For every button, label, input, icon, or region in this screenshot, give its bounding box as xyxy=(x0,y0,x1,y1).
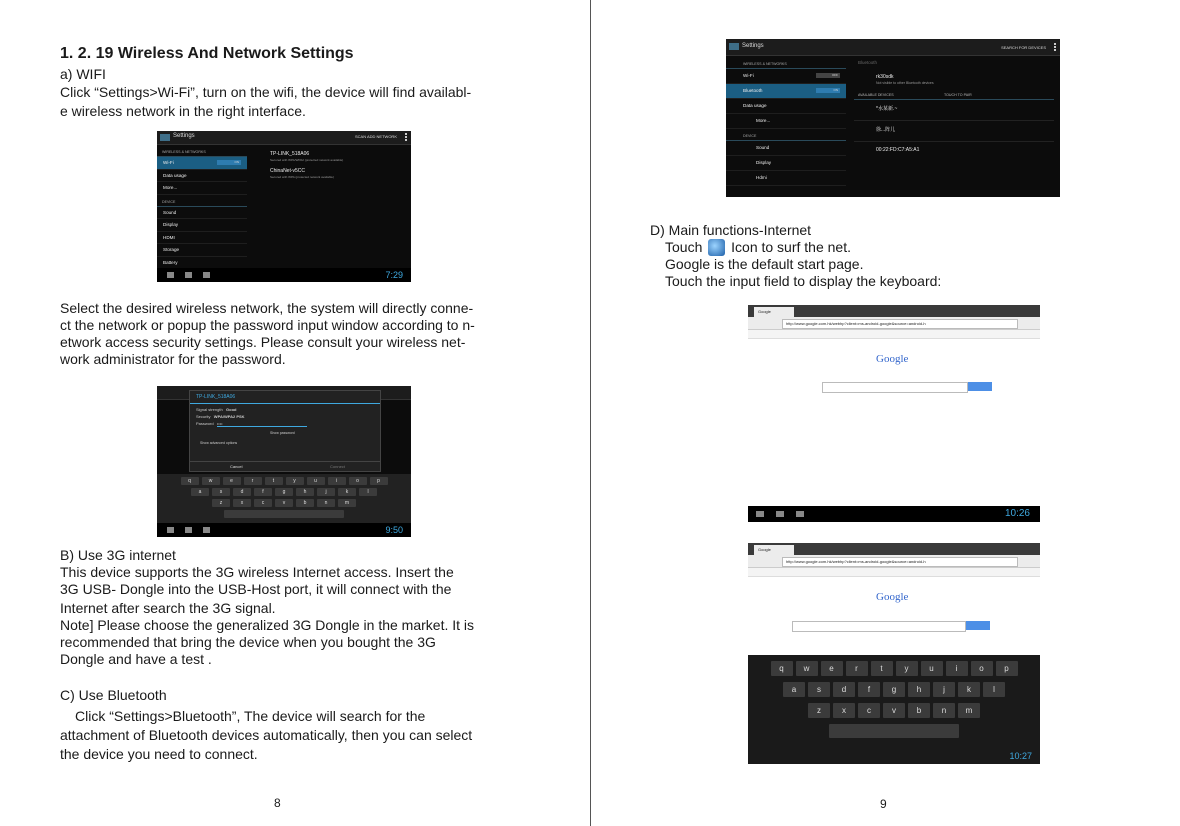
password-dialog xyxy=(189,390,381,472)
bookmarks-bar xyxy=(748,330,1040,339)
browser-screenshot-home xyxy=(748,305,1040,522)
key-j: j xyxy=(317,488,335,496)
menu-item-data-usage: Data usage xyxy=(157,170,247,183)
instruction-text: Touch xyxy=(665,239,703,255)
onscreen-keyboard xyxy=(157,474,411,524)
paragraph-line: work administrator for the password. xyxy=(60,351,286,367)
security-label: Security xyxy=(196,414,211,419)
space-key xyxy=(224,510,344,518)
key-f: f xyxy=(858,682,880,697)
key-o: o xyxy=(971,661,993,676)
section-heading: 1. 2. 19 Wireless And Network Settings xyxy=(60,45,354,62)
url-field: http://www.google.com.hk/webhp?client=ms-android-google&source=android-h xyxy=(782,319,1018,329)
menu-item-sound: Sound xyxy=(157,207,247,220)
nav-buttons xyxy=(756,511,816,517)
key-c: c xyxy=(858,703,880,718)
bluetooth-device-item: 00:22:FD:C7:A5:A1 xyxy=(876,147,920,153)
menu-item-more: More... xyxy=(726,114,846,129)
key-h: h xyxy=(908,682,930,697)
paragraph-line: Internet after search the 3G signal. xyxy=(60,600,276,616)
wifi-subheading: a) WIFI xyxy=(60,66,106,82)
browser-toolbar xyxy=(748,317,1040,330)
key-i: i xyxy=(328,477,346,485)
settings-app-icon xyxy=(160,134,170,141)
visibility-status: Not visible to other Bluetooth devices xyxy=(876,81,934,85)
google-search-box xyxy=(792,621,966,632)
key-u: u xyxy=(921,661,943,676)
menu-label: Wi-Fi xyxy=(743,73,754,78)
bluetooth-subheading: C) Use Bluetooth xyxy=(60,687,167,703)
clock: 7:29 xyxy=(385,270,403,280)
key-e: e xyxy=(223,477,241,485)
key-d: d xyxy=(233,488,251,496)
cancel-button: Cancel xyxy=(230,464,243,469)
instruction-line: Touch the input field to display the keyboard: xyxy=(665,273,942,289)
bluetooth-settings-screenshot xyxy=(726,39,1060,197)
key-s: s xyxy=(212,488,230,496)
paragraph-line: This device supports the 3G wireless Internet access. Insert the xyxy=(60,564,454,580)
key-v: v xyxy=(883,703,905,718)
available-devices-header xyxy=(854,91,1054,100)
menu-item-wifi xyxy=(157,157,247,170)
key-a: a xyxy=(191,488,209,496)
key-q: q xyxy=(181,477,199,485)
password-field: •••• xyxy=(217,421,307,427)
paragraph-line: attachment of Bluetooth devices automatically, then you can select xyxy=(60,727,473,743)
bluetooth-device-item: *水某新.~ xyxy=(854,100,1054,121)
key-e: e xyxy=(821,661,843,676)
nav-buttons xyxy=(167,527,221,533)
clock: 10:27 xyxy=(1009,751,1032,761)
key-z: z xyxy=(212,499,230,507)
wifi-toggle: OFF xyxy=(816,73,840,78)
nav-buttons xyxy=(167,272,221,278)
section-label: DEVICE xyxy=(157,195,247,207)
settings-app-icon xyxy=(729,43,739,50)
key-h: h xyxy=(296,488,314,496)
clock: 10:26 xyxy=(1004,508,1030,519)
google-search-button xyxy=(968,382,992,391)
key-l: l xyxy=(983,682,1005,697)
network-name: ChinaNet-v5CC xyxy=(270,168,306,174)
overflow-menu-icon xyxy=(405,133,407,142)
menu-item-hdmi: Hdmi xyxy=(726,171,846,186)
key-q: q xyxy=(771,661,793,676)
browser-tab-strip xyxy=(748,305,1040,317)
paragraph-line: Click “Settings>Bluetooth”, The device will search for the xyxy=(75,708,426,724)
screen-title: Settings xyxy=(742,43,764,49)
menu-item-wifi xyxy=(726,69,846,84)
menu-label: Wi-Fi xyxy=(163,160,174,165)
menu-item-battery: Battery xyxy=(157,257,247,270)
signal-row xyxy=(190,404,380,412)
wifi-settings-screenshot xyxy=(157,131,411,282)
menu-item-bluetooth xyxy=(726,84,846,99)
network-item xyxy=(270,151,407,162)
key-b: b xyxy=(296,499,314,507)
menu-item-display: Display xyxy=(726,156,846,171)
clock: 9:50 xyxy=(385,525,403,535)
keyboard-row xyxy=(748,661,1040,676)
bluetooth-device-item: 徐...阵儿 xyxy=(854,121,1054,142)
key-p: p xyxy=(996,661,1018,676)
key-x: x xyxy=(833,703,855,718)
note-line: recommended that bring the device when you bought the 3G xyxy=(60,634,436,650)
page-number: 8 xyxy=(274,796,281,810)
system-bar xyxy=(157,523,411,537)
key-c: c xyxy=(254,499,272,507)
menu-item-sound: Sound xyxy=(726,141,846,156)
screen-title: Settings xyxy=(173,133,195,139)
browser-screenshot-keyboard xyxy=(748,543,1040,764)
paragraph-line: ct the network or popup the password input window according to n- xyxy=(60,317,475,333)
keyboard-row xyxy=(157,510,411,518)
advanced-options-checkbox: Show advanced options xyxy=(200,441,238,445)
menu-item-more: More... xyxy=(157,182,247,195)
paragraph-line: 3G USB- Dongle into the USB-Host port, it will connect with the xyxy=(60,581,452,597)
overflow-menu-icon xyxy=(1054,43,1056,52)
section-label: WIRELESS & NETWORKS xyxy=(157,145,247,157)
system-bar xyxy=(748,506,1040,522)
menu-label: Bluetooth xyxy=(743,88,763,93)
network-list xyxy=(262,145,407,179)
key-u: u xyxy=(307,477,325,485)
key-g: g xyxy=(883,682,905,697)
signal-label: Signal strength xyxy=(196,407,223,412)
key-s: s xyxy=(808,682,830,697)
keyboard-row xyxy=(157,477,411,485)
internet-subheading: D) Main functions-Internet xyxy=(650,222,812,238)
key-k: k xyxy=(958,682,980,697)
paragraph-line: e wireless network in the right interface. xyxy=(60,103,306,119)
google-logo: Google xyxy=(876,591,909,603)
key-w: w xyxy=(796,661,818,676)
browser-tab-strip xyxy=(748,543,1040,555)
paragraph-line: etwork access security settings. Please consult your wireless net- xyxy=(60,334,466,350)
signal-value: Good xyxy=(226,407,237,412)
settings-menu xyxy=(726,57,846,186)
key-r: r xyxy=(244,477,262,485)
key-z: z xyxy=(808,703,830,718)
network-security: Secured with WPA/WPA2 (protected network available) xyxy=(270,158,344,162)
instruction-line: Google is the default start page. xyxy=(665,256,864,272)
key-v: v xyxy=(275,499,293,507)
dialog-title: TP-LINK_518A06 xyxy=(190,391,380,404)
instruction-line xyxy=(665,239,851,256)
keyboard-row xyxy=(748,724,1040,738)
bluetooth-toggle: ON xyxy=(816,88,840,93)
keyboard-row xyxy=(157,488,411,496)
note-line: Dongle and have a test . xyxy=(60,651,212,667)
network-security: Secured with WPA (protected network available) xyxy=(270,175,334,179)
dialog-buttons xyxy=(190,461,380,471)
browser-globe-icon xyxy=(708,239,725,256)
bluetooth-pane xyxy=(854,57,1054,197)
section-label: WIRELESS & NETWORKS xyxy=(726,57,846,69)
key-t: t xyxy=(265,477,283,485)
menu-item-hdmi: HDMI xyxy=(157,232,247,245)
key-d: d xyxy=(833,682,855,697)
menu-item-display: Display xyxy=(157,219,247,232)
key-m: m xyxy=(958,703,980,718)
action-bar xyxy=(726,39,1060,56)
key-i: i xyxy=(946,661,968,676)
key-f: f xyxy=(254,488,272,496)
menu-item-storage: Storage xyxy=(157,244,247,257)
key-o: o xyxy=(349,477,367,485)
right-page xyxy=(591,0,1180,826)
google-search-box xyxy=(822,382,968,393)
keyboard-row xyxy=(157,499,411,507)
search-devices-button: SEARCH FOR DEVICES xyxy=(1001,45,1046,50)
google-logo: Google xyxy=(876,353,909,365)
keyboard-row xyxy=(748,682,1040,697)
google-search-button xyxy=(966,621,990,630)
key-b: b xyxy=(908,703,930,718)
key-m: m xyxy=(338,499,356,507)
browser-tab: Google xyxy=(754,307,794,317)
paragraph-line: Click “Settings>Wi-Fi”, turn on the wifi, the device will find availabl- xyxy=(60,84,472,100)
key-j: j xyxy=(933,682,955,697)
scan-add-actions: SCAN ADD NETWORK xyxy=(354,134,397,139)
key-n: n xyxy=(317,499,335,507)
paragraph-line: the device you need to connect. xyxy=(60,746,258,762)
key-w: w xyxy=(202,477,220,485)
key-r: r xyxy=(846,661,868,676)
security-value: WPA/WPA2 PSK xyxy=(213,414,245,419)
page-number: 9 xyxy=(880,797,887,811)
network-item xyxy=(270,168,407,179)
key-l: l xyxy=(359,488,377,496)
key-x: x xyxy=(233,499,251,507)
this-device-name: rk30sdk xyxy=(876,74,894,80)
3g-subheading: B) Use 3G internet xyxy=(60,547,176,563)
connect-button: Connect xyxy=(330,464,345,469)
system-bar xyxy=(157,268,411,282)
browser-toolbar xyxy=(748,555,1040,568)
wifi-password-screenshot xyxy=(157,386,411,537)
settings-menu xyxy=(157,145,247,282)
key-n: n xyxy=(933,703,955,718)
key-y: y xyxy=(286,477,304,485)
show-password-checkbox: Show password xyxy=(270,431,295,435)
keyboard-row xyxy=(748,703,1040,718)
action-bar xyxy=(157,131,411,145)
key-t: t xyxy=(871,661,893,676)
password-row xyxy=(190,419,380,427)
bookmarks-bar xyxy=(748,568,1040,577)
security-row xyxy=(190,412,380,419)
url-field: http://www.google.com.hk/webhp?client=ms-android-google&source=android-h xyxy=(782,557,1018,567)
key-a: a xyxy=(783,682,805,697)
wifi-toggle: ON xyxy=(217,160,241,165)
key-k: k xyxy=(338,488,356,496)
key-y: y xyxy=(896,661,918,676)
note-line: Note] Please choose the generalized 3G Dongle in the market. It is xyxy=(60,617,475,633)
password-label: Password xyxy=(196,421,214,426)
key-g: g xyxy=(275,488,293,496)
network-name: TP-LINK_518A06 xyxy=(270,151,310,157)
space-key xyxy=(829,724,959,738)
section-label: DEVICE xyxy=(726,129,846,141)
instruction-text: Icon to surf the net. xyxy=(731,239,851,255)
onscreen-keyboard xyxy=(748,655,1040,764)
key-p: p xyxy=(370,477,388,485)
paragraph-line: Select the desired wireless network, the system will directly conne- xyxy=(60,300,474,316)
pane-title: Bluetooth xyxy=(858,60,878,65)
available-label: AVAILABLE DEVICES xyxy=(858,93,894,97)
browser-tab: Google xyxy=(754,545,794,555)
menu-item-data-usage: Data usage xyxy=(726,99,846,114)
touch-to-pair-label: TOUCH TO PAIR xyxy=(944,93,972,97)
